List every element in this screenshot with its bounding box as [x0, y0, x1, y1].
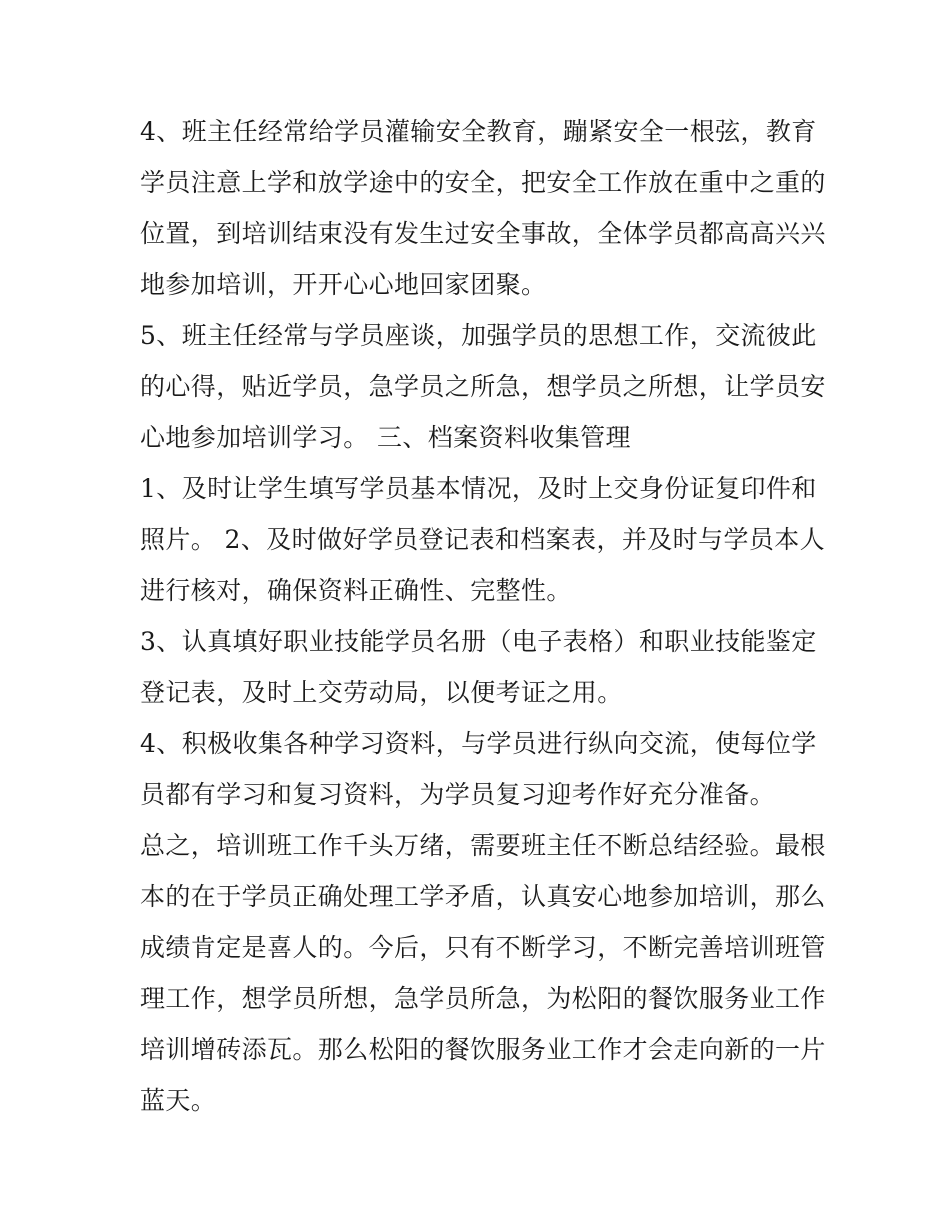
text-line: 的心得，贴近学员，急学员之所急，想学员之所想，让学员安 [140, 372, 826, 401]
text-line: 5、班主任经常与学员座谈，加强学员的思想工作，交流彼此 [140, 321, 817, 350]
text-line: 心地参加培训学习。 三、档案资料收集管理 [140, 423, 631, 452]
text-line: 本的在于学员正确处理工学矛盾，认真安心地参加培训，那么 [140, 882, 826, 911]
text-line: 4、积极收集各种学习资料，与学员进行纵向交流，使每位学 [140, 729, 817, 758]
text-line: 登记表，及时上交劳动局，以便考证之用。 [140, 678, 623, 707]
text-line: 位置，到培训结束没有发生过安全事故，全体学员都高高兴兴 [140, 219, 826, 248]
text-line: 3、认真填好职业技能学员名册（电子表格）和职业技能鉴定 [140, 627, 817, 656]
text-line: 理工作，想学员所想，急学员所急，为松阳的餐饮服务业工作 [140, 984, 826, 1013]
text-line: 照片。 2、及时做好学员登记表和档案表，并及时与学员本人 [140, 525, 826, 554]
text-line: 培训增砖添瓦。那么松阳的餐饮服务业工作才会走向新的一片 [140, 1035, 826, 1064]
text-line: 总之，培训班工作千头万绪，需要班主任不断总结经验。最根 [140, 831, 826, 860]
text-line: 蓝天。 [140, 1086, 217, 1115]
text-line: 员都有学习和复习资料，为学员复习迎考作好充分准备。 [140, 780, 776, 809]
text-line: 地参加培训，开开心心地回家团聚。 [140, 270, 547, 299]
text-line: 4、班主任经常给学员灌输安全教育，蹦紧安全一根弦，教育 [140, 117, 817, 146]
text-line: 1、及时让学生填写学员基本情况，及时上交身份证复印件和 [140, 474, 817, 503]
text-line: 成绩肯定是喜人的。今后，只有不断学习，不断完善培训班管 [140, 933, 826, 962]
document-body [140, 106, 826, 1126]
text-line: 进行核对，确保资料正确性、完整性。 [140, 576, 572, 605]
text-line: 学员注意上学和放学途中的安全，把安全工作放在重中之重的 [140, 168, 826, 197]
